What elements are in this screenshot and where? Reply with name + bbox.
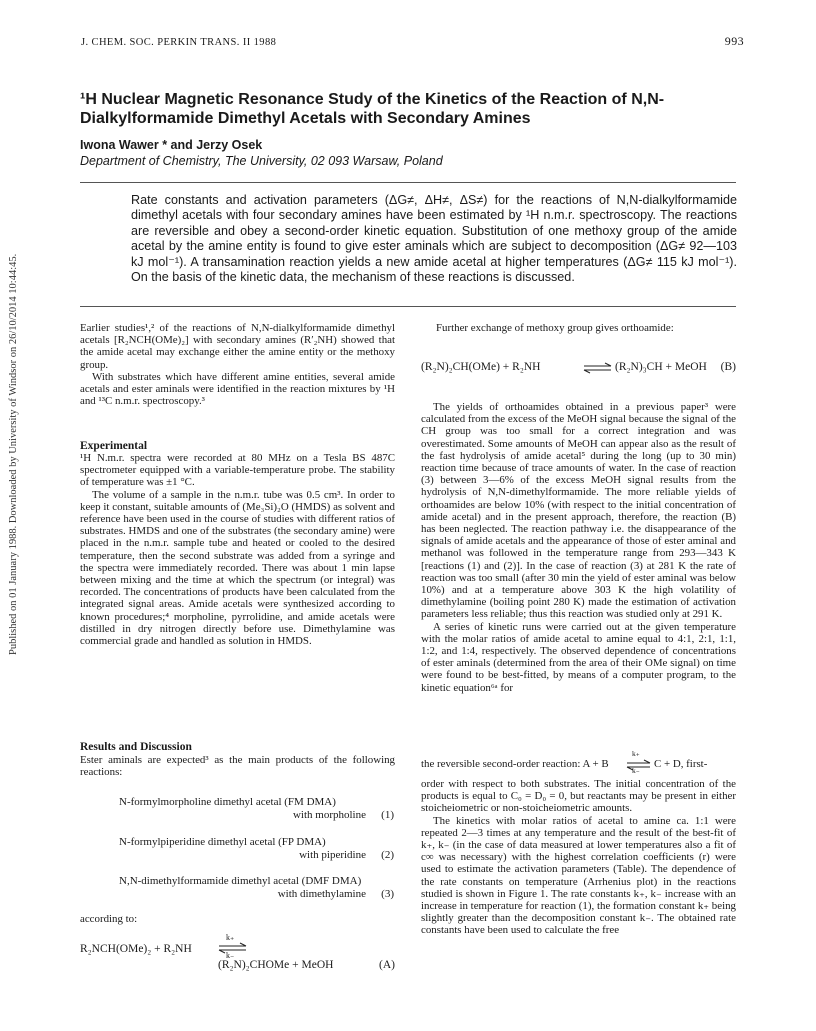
results-heading: Results and Discussion xyxy=(80,741,192,753)
rule-bottom xyxy=(80,306,736,307)
equation-B-number: (B) xyxy=(720,361,736,373)
equation-A-kplus: k₊ xyxy=(226,933,235,942)
reaction-2-substrate: N-formylpiperidine dimethyl acetal (FP DMA) xyxy=(119,836,326,848)
journal-header: J. CHEM. SOC. PERKIN TRANS. II 1988 xyxy=(81,37,277,48)
intro-paragraph-1: Earlier studies¹,² of the reactions of N,N-dialkylformamide dimethyl acetals [R₂NCH(OMe)₂] with secondary amines (R′₂NH) showed that the amide acetal may exchange either the amine entity or the methoxy group. xyxy=(80,322,395,371)
intro-paragraph-2: With substrates which have different amine entities, several amide acetals and ester aminals were identified in the reaction mixtures by ¹H and ¹³C n.m.r. spectroscopy.³ xyxy=(80,370,395,408)
authors: Iwona Wawer * and Jerzy Osek xyxy=(80,138,263,152)
orthoamide-intro: Further exchange of methoxy group gives orthoamide: xyxy=(436,322,674,334)
order-paragraph: order with respect to both substrates. The initial concentration of the products is equal to C₀ = D₀ = 0, but reactants may be present in either stoicheiometric or non-stoicheiometric amounts. xyxy=(421,778,736,815)
rate-constants-paragraph: The kinetics with molar ratios of acetal to amine ca. 1:1 were repeated 2—3 times at any temperature and the result of the best-fit of k₊, k₋ (in the case of data measured at lower temperatures also a fit of c∞ was necessary) with the highest correlation coefficients (r) were used to estimate the activation parameters (Table). The dependence of the rate constants on temperature (Arrhenius plot) in the reactions studied is shown in Figure 1. The rate constants k₊, k₋ increase with an increase in temperature for reaction (1), the formation constant k₊ being slightly greater than the decomposition constant k₋. The obtained rate constants have been used to calculate the free xyxy=(421,814,736,937)
experimental-text xyxy=(80,452,395,647)
reaction-3-amine: with dimethylamine xyxy=(277,888,366,900)
reversible-kminus: k₋ xyxy=(632,766,640,775)
reaction-1-substrate: N-formylmorpholine dimethyl acetal (FM DMA) xyxy=(119,796,336,808)
equation-B-rhs: (R₂N)₃CH + MeOH xyxy=(615,361,707,373)
equation-A-number: (A) xyxy=(379,959,395,971)
right-body-1 xyxy=(421,401,736,694)
reaction-2-amine: with piperidine xyxy=(299,849,366,861)
reaction-2-number: (2) xyxy=(381,849,394,861)
page-number: 993 xyxy=(724,34,744,48)
left-column xyxy=(80,322,395,407)
experimental-paragraph-1: ¹H N.m.r. spectra were recorded at 80 MHz on a Tesla BS 487C spectrometer equipped with a variable-temperature probe. The stability of temperature was ±1 °C. xyxy=(80,452,395,489)
reaction-1 xyxy=(119,796,394,822)
reaction-3-substrate: N,N-dimethylformamide dimethyl acetal (DMF DMA) xyxy=(119,875,362,887)
results-intro: Ester aminals are expected³ as the main products of the following reactions: xyxy=(80,754,395,779)
right-body-2 xyxy=(421,778,736,937)
yields-paragraph: The yields of orthoamides obtained in a previous paper³ were calculated from the excess of the MeOH signal because the signal of the CH group was too small for a correct integration and was overestimated. Some amounts of MeOH can appear also as the result of the fast hydrolysis of amide acetal⁵ during the long (up to 30 min) reaction time because of trace amounts of water. In the case of reaction (3) between 3—6% of the excess MeOH signal results from the hydrolysis of N,N-dimethylformamide. The more reliable yields of orthoamides are below 10% (with respect to the initial concentration of amide acetal) and in the present approach, therefore, the reaction (B) has been neglected. The reaction pathway i.e. the disappearance of the signals of amide acetals and the appearance of those of ester aminal and methanol was followed in the temperature range from 293—343 K [reactions (1) and (2)]. In the case of reaction (3) at 281 K the rate of reaction was too small (after 30 min the yield of ester aminal was below 10%) and at a temperature above 303 K the high volatility of dimethylamine (boiling point 280 K) made the estimation of activation parameters less reliable; thus this reaction was studied only at 291 K. xyxy=(421,401,736,621)
reversible-equation-rhs: C + D, first- xyxy=(654,758,708,770)
according-to: according to: xyxy=(80,913,138,925)
affiliation: Department of Chemistry, The University, 02 093 Warsaw, Poland xyxy=(80,154,443,168)
reaction-1-amine: with morpholine xyxy=(292,809,366,821)
equation-B-lhs: (R₂N)₂CH(OMe) + R₂NH xyxy=(421,361,541,373)
download-note: Published on 01 January 1988. Downloaded by University of Windsor on 26/10/2014 10:44:45. xyxy=(8,253,19,655)
reaction-1-number: (1) xyxy=(381,809,394,821)
rule-top xyxy=(80,182,736,183)
equilibrium-arrows-icon xyxy=(583,357,613,380)
experimental-paragraph-2: The volume of a sample in the n.m.r. tube was 0.5 cm³. In order to keep it constant, suitable amounts of (Me₃Si)₂O (HMDS) as solvent and reference have been used in the course of studies with different ratios of substrates. HMDS and one of the substrates (the secondary amine) were placed in the n.m.r. sample tube and heated or cooled to the desired temperature, then the second substrate was added from a syringe and the spectra were immediately recorded. There was about 1 min lapse between mixing and the time at which the spectrum (or integral) was recorded. The concentrations of products have been calculated from the integrated signal areas. Amide acetals were synthesized according to known procedures;⁴ morpholine, pyrrolidine, and amide acetals were distilled in dry nitrogen directly before use. Dimethylamine was commercial grade and handled as solution in HMDS. xyxy=(80,488,395,648)
abstract: Rate constants and activation parameters (ΔG≠, ΔH≠, ΔS≠) for the reactions of N,N-dialkylformamide dimethyl acetals with four secondary amines have been estimated by ¹H n.m.r. spectroscopy. The reactions are reversible and obey a second-order kinetic equation. Substitution of one methoxy group of the amide acetal by the amine entity is found to give ester aminals which are subject to decomposition (ΔG≠ 92—103 kJ mol⁻¹). A transamination reaction yields a new amide acetal at higher temperatures (ΔG≠ 115 kJ mol⁻¹). On the basis of the kinetic data, the mechanism of these reactions is discussed. xyxy=(131,193,737,285)
equation-A-kminus: k₋ xyxy=(226,951,235,960)
reversible-equation-lhs: the reversible second-order reaction: A + B xyxy=(421,758,609,770)
reaction-3 xyxy=(119,875,394,901)
kinetic-runs-paragraph: A series of kinetic runs were carried out at the given temperature with the molar ratios of amide acetal to amine equal to 4:1, 2:1, 1:1, 1:2, and 1:4, respectively. The observed dependence of concentrations of ester aminals (determined from the area of their OMe signal) on time were found to be best-fitted, by means of a computer program, to the kinetic equation⁶ᵃ for xyxy=(421,620,736,694)
equation-A-rhs: (R₂N)₂CHOMe + MeOH xyxy=(218,959,334,971)
equation-A xyxy=(80,933,395,973)
reaction-3-number: (3) xyxy=(381,888,394,900)
reversible-equation xyxy=(421,749,736,775)
article-title: ¹H Nuclear Magnetic Resonance Study of the Kinetics of the Reaction of N,N-Dialkylformamide Dimethyl Acetals with Secondary Amines xyxy=(80,91,665,127)
download-watermark xyxy=(4,215,26,655)
experimental-heading: Experimental xyxy=(80,440,148,452)
reversible-kplus: k₊ xyxy=(632,749,640,758)
equation-A-lhs: R₂NCH(OMe)₂ + R₂NH xyxy=(80,943,192,955)
equation-B xyxy=(421,355,736,379)
reaction-2 xyxy=(119,836,394,862)
